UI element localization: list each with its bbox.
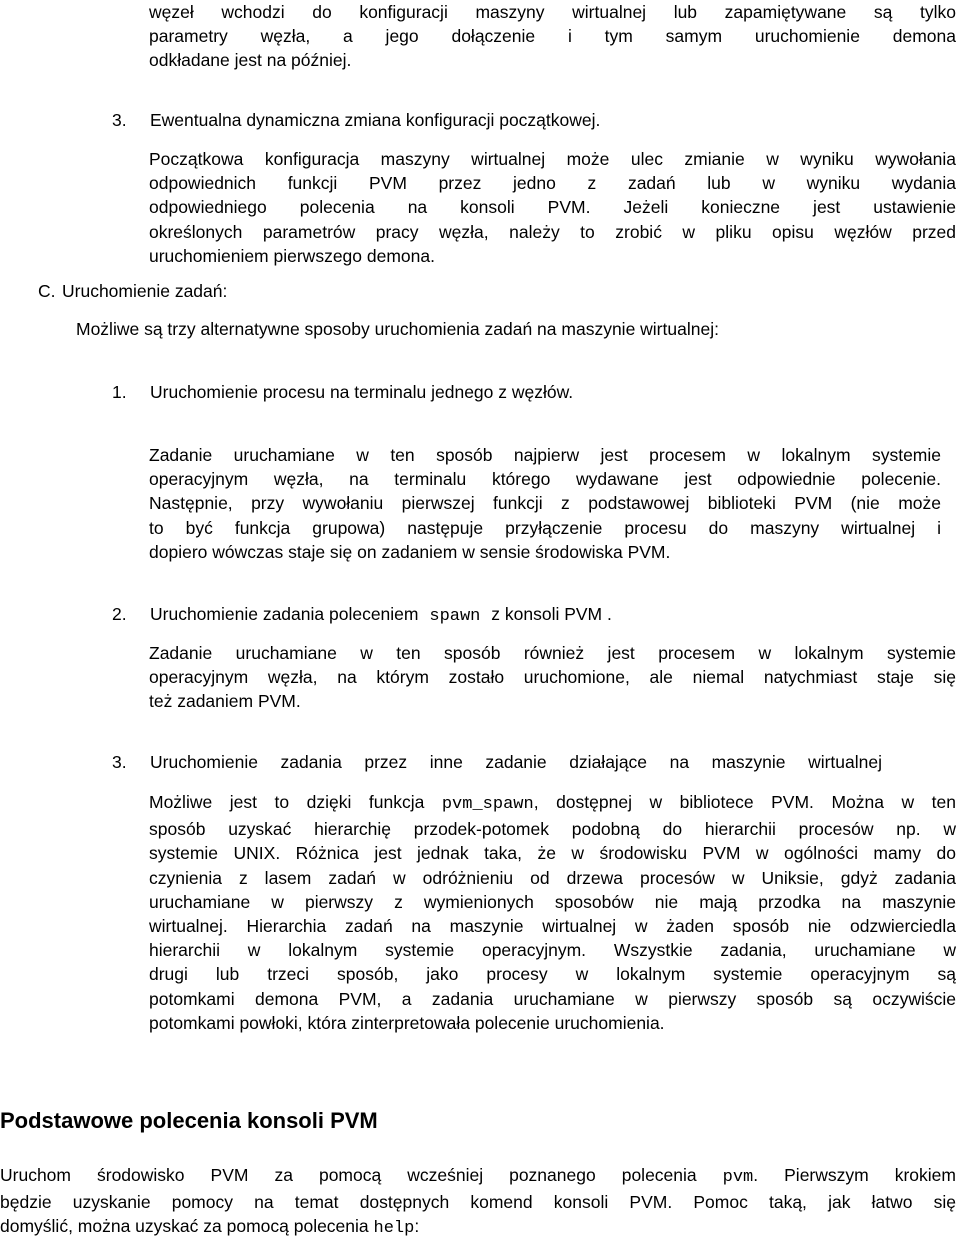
list-number: 2. [112, 604, 127, 624]
list-item-title: Ewentualna dynamiczna zmiana konfiguracji początkowej. [150, 110, 601, 130]
text-line: uruchomieniem pierwszego demona. [149, 245, 435, 266]
command-code: help [373, 1219, 415, 1239]
text-line [0, 1214, 956, 1241]
text-part: , dostępnej w bibliotece PVM. Można w ten [533, 792, 956, 812]
intro-text: Możliwe są trzy alternatywne sposoby uruchomienia zadań na maszynie wirtualnej: [76, 319, 719, 339]
text-line: Zadanie uruchamiane w ten sposób również jest procesem w lokalnym systemie [149, 643, 956, 663]
text-line: dopiero wówczas staje się on zadaniem w sensie środowiska PVM. [149, 541, 671, 562]
paragraph-pvm-spawn [149, 790, 956, 1035]
text-line: też zadaniem PVM. [149, 691, 301, 712]
text-line: odpowiednich funkcji PVM przez jedno z zadań lub w wyniku wydania [149, 173, 956, 194]
section-title: Uruchomienie zadań: [62, 281, 228, 301]
text-part: : [414, 1216, 420, 1237]
text-line: określonych parametrów pracy węzła, należy to zrobić w pliku opisu węzłów przed [149, 221, 956, 242]
text-line: systemie UNIX. Różnica jest jednak taka, że w środowisku PVM w ogólności mamy do [149, 843, 956, 864]
text-line: potomkami powłoki, która zinterpretowała polecenie uruchomienia. [149, 1012, 665, 1033]
text-line: Następnie, przy wywołaniu pierwszej funkcji z podstawowej biblioteki PVM (nie może [149, 493, 941, 514]
text-line: potomkami demona PVM, a zadania uruchamiane w pierwszy sposób są oczywiście [149, 988, 956, 1009]
paragraph-console-commands [0, 1163, 956, 1242]
text-line: sposób uzyskać hierarchię przodek-potomek podobną do hierarchii procesów np. w [149, 819, 956, 840]
text-line: to być funkcja grupowa) następuje przyłączenie procesu do maszyny wirtualnej i [149, 517, 941, 538]
paragraph-spawn-console [149, 641, 956, 714]
text-line: odpowiedniego polecenia na konsoli PVM. Jeżeli konieczne jest ustawienie [149, 197, 956, 218]
text-line: operacyjnym węzła, na którym zostało uruchomione, ale niemal natychmiast staje się [149, 667, 956, 688]
text-line: uruchamiane w pierwszy z wymienionych sposobów nie mają przodka na maszynie [149, 891, 956, 912]
paragraph-dynamic-config [149, 147, 956, 268]
text-line: czynienia z lasem zadań w odróżnieniu od drzewa procesów w Uniksie, gdyż zadania [149, 867, 956, 888]
text-line [149, 790, 956, 817]
list-number: 1. [112, 382, 127, 402]
title-part: z konsoli PVM . [491, 604, 612, 624]
text-line: Zadanie uruchamiane w ten sposób najpierw jest procesem w lokalnym systemie [149, 445, 941, 465]
text-line: będzie uzyskanie pomocy na temat dostępnych komend konsoli PVM. Pomoc taką, jak łatwo się [0, 1192, 956, 1213]
list-item-title [150, 604, 612, 626]
section-letter: C. [38, 281, 56, 301]
paragraph-terminal-start [149, 443, 941, 564]
text-part: Możliwe jest to dzięki funkcja [149, 792, 425, 812]
text-line: parametry węzła, a jego dołączenie i tym samym uruchomienie demona [149, 26, 956, 47]
section-heading: Podstawowe polecenia konsoli PVM [0, 1108, 378, 1133]
text-line: odkładane jest na później. [149, 50, 352, 71]
text-line [0, 1163, 956, 1190]
list-item-title: Uruchomienie zadania przez inne zadanie działające na maszynie wirtualnej [150, 752, 882, 772]
list-item-title: Uruchomienie procesu na terminalu jednego z węzłów. [150, 382, 574, 402]
paragraph-node-config [149, 0, 956, 73]
text-line: węzeł wchodzi do konfiguracji maszyny wirtualnej lub zapamiętywane są tylko [149, 2, 956, 22]
text-line: wirtualnej. Hierarchia zadań na maszynie wirtualnej w żaden sposób nie odzwierciedla [149, 916, 956, 937]
command-code: spawn [429, 607, 481, 626]
function-code: pvm_spawn [441, 795, 534, 814]
list-number: 3. [112, 752, 127, 772]
text-line: Początkowa konfiguracja maszyny wirtualnej może ulec zmianie w wyniku wywołania [149, 149, 956, 169]
command-code: pvm [722, 1168, 754, 1187]
text-part: domyślić, można uzyskać za pomocą polecenia [0, 1216, 369, 1237]
text-part: Uruchom środowisko PVM za pomocą wcześniej poznanego polecenia [0, 1165, 697, 1185]
text-line: hierarchii w lokalnym systemie operacyjnym. Wszystkie zadania, uruchamiane w [149, 940, 956, 961]
text-part: . Pierwszym krokiem [753, 1165, 956, 1185]
text-line: operacyjnym węzła, na terminalu którego wydawane jest odpowiednie polecenie. [149, 469, 941, 490]
list-number: 3. [112, 110, 127, 130]
text-line: drugi lub trzeci sposób, jako procesy w lokalnym systemie operacyjnym są [149, 964, 956, 985]
title-part: Uruchomienie zadania poleceniem [150, 604, 419, 624]
